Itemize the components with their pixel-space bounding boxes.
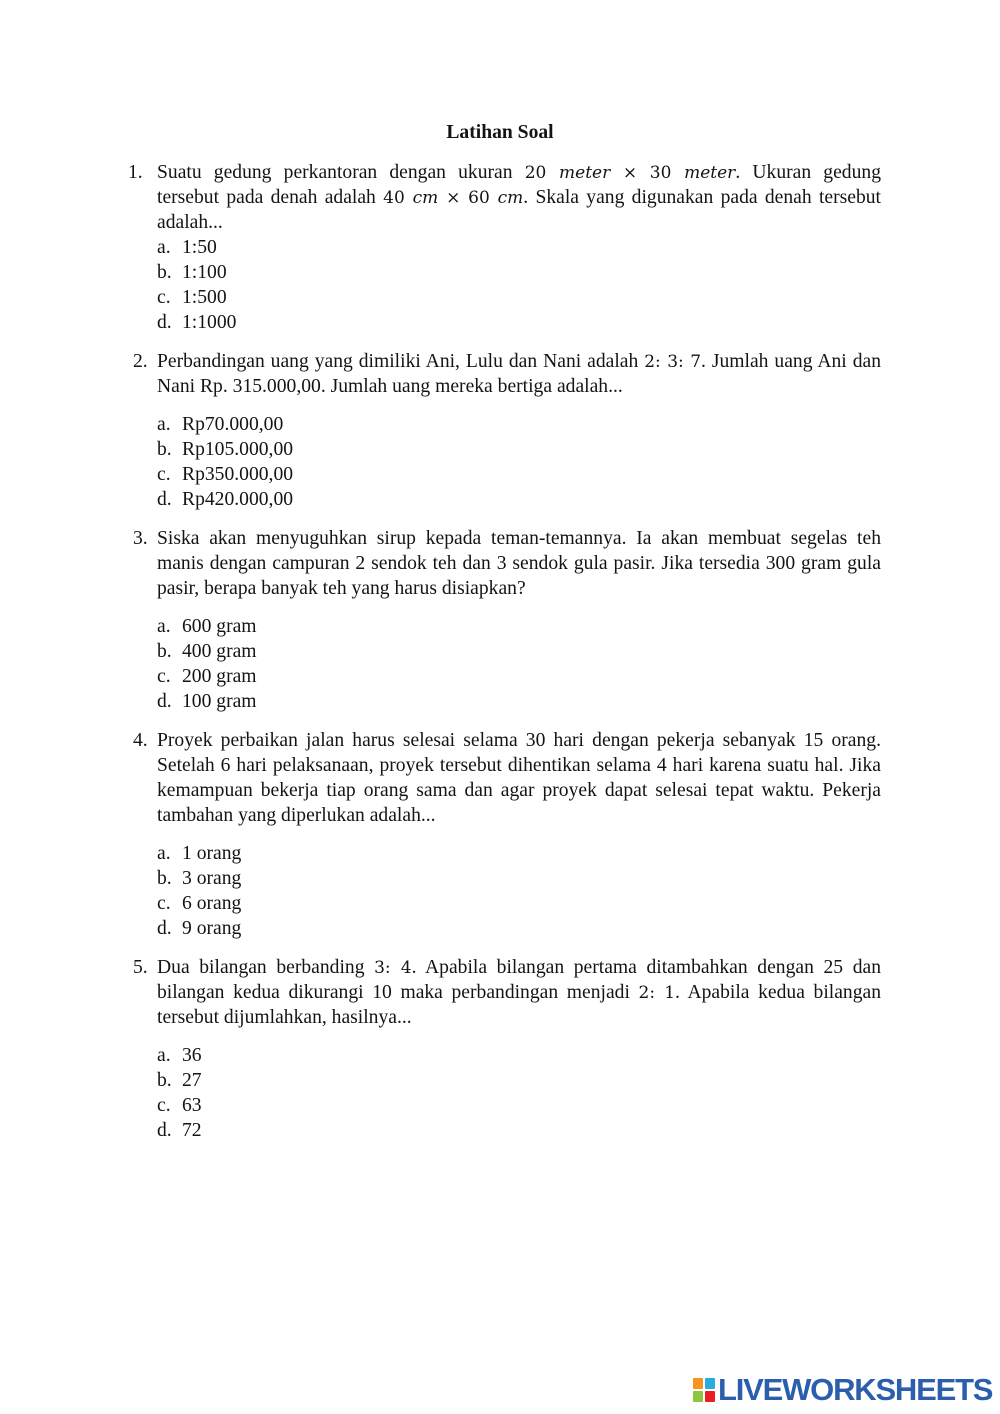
text-segment: kemampuan bekerja tiap orang sama dan agar proyek dapat selesai tepat waktu. Pekerja xyxy=(157,780,881,801)
math-unit: meter xyxy=(559,163,611,183)
math-ratio: 2: 3: 7 xyxy=(644,352,702,372)
option-letter: a. xyxy=(157,616,171,637)
option-a xyxy=(157,614,1000,639)
math-ratio: 2: 1 xyxy=(638,983,676,1003)
question-text xyxy=(157,160,881,235)
option-letter: d. xyxy=(157,489,172,510)
option-b xyxy=(157,437,1000,462)
text-segment: . Ukuran gedung xyxy=(735,162,881,183)
option-letter: b. xyxy=(157,868,172,889)
question-text xyxy=(157,526,881,601)
question-line xyxy=(157,374,881,399)
question-4 xyxy=(0,728,1000,941)
text-segment: Siska akan menyuguhkan sirup kepada teman-temannya. Ia akan membuat segelas teh xyxy=(157,528,881,549)
option-a xyxy=(157,412,1000,437)
page-title: Latihan Soal xyxy=(446,122,554,143)
option-text: Rp70.000,00 xyxy=(182,414,284,435)
text-segment: Suatu gedung perkantoran dengan ukuran xyxy=(157,162,525,183)
option-text: 200 gram xyxy=(182,666,257,687)
text-segment: tersebut dijumlahkan, hasilnya... xyxy=(157,1007,412,1028)
option-text: 6 orang xyxy=(182,893,242,914)
logo-text: LIVEWORKSHEETS xyxy=(718,1372,993,1407)
option-text: 1:1000 xyxy=(182,312,237,333)
logo-square-icon xyxy=(693,1378,703,1389)
answer-options xyxy=(157,614,1000,714)
question-number: 4. xyxy=(133,730,148,751)
option-d xyxy=(157,916,1000,941)
option-d xyxy=(157,1118,1000,1143)
option-letter: d. xyxy=(157,918,172,939)
text-segment: pasir, berapa banyak teh yang harus disiapkan? xyxy=(157,578,526,599)
question-text xyxy=(157,955,881,1030)
option-text: Rp350.000,00 xyxy=(182,464,294,485)
question-line xyxy=(157,160,881,185)
question-text xyxy=(157,349,881,399)
option-letter: d. xyxy=(157,691,172,712)
option-letter: c. xyxy=(157,666,171,687)
option-a xyxy=(157,1043,1000,1068)
text-segment: Proyek perbaikan jalan harus selesai selama 30 hari dengan pekerja sebanyak 15 orang. xyxy=(157,730,881,751)
option-letter: a. xyxy=(157,237,171,258)
text-segment: . Skala yang digunakan pada denah tersebut xyxy=(523,187,881,208)
question-line xyxy=(157,1005,881,1030)
answer-options xyxy=(157,412,1000,512)
option-letter: d. xyxy=(157,312,172,333)
liveworksheets-logo xyxy=(693,1374,992,1406)
text-segment: tambahan yang diperlukan adalah... xyxy=(157,805,436,826)
option-text: 100 gram xyxy=(182,691,257,712)
option-text: Rp105.000,00 xyxy=(182,439,294,460)
math-ratio: 3: 4 xyxy=(374,958,412,978)
option-text: 1:50 xyxy=(182,237,217,258)
question-2 xyxy=(0,349,1000,512)
question-line xyxy=(157,210,881,235)
option-text: 1 orang xyxy=(182,843,242,864)
option-b xyxy=(157,866,1000,891)
question-line xyxy=(157,576,881,601)
math-unit: cm xyxy=(497,188,524,208)
option-letter: c. xyxy=(157,1095,171,1116)
option-c xyxy=(157,462,1000,487)
option-letter: c. xyxy=(157,893,171,914)
option-letter: c. xyxy=(157,464,171,485)
text-segment: adalah... xyxy=(157,212,223,233)
question-line xyxy=(157,526,881,551)
question-number: 3. xyxy=(133,528,148,549)
option-text: 1:500 xyxy=(182,287,227,308)
math-unit: cm xyxy=(412,188,439,208)
option-a xyxy=(157,841,1000,866)
logo-square-icon xyxy=(705,1391,715,1402)
option-letter: b. xyxy=(157,262,172,283)
answer-options xyxy=(157,235,1000,335)
logo-square-icon xyxy=(693,1391,703,1402)
question-3 xyxy=(0,526,1000,714)
option-letter: a. xyxy=(157,414,171,435)
question-1 xyxy=(0,160,1000,335)
text-segment: . Jumlah uang Ani dan xyxy=(701,351,881,372)
option-letter: b. xyxy=(157,641,172,662)
option-text: 1:100 xyxy=(182,262,227,283)
option-letter: a. xyxy=(157,1045,171,1066)
question-line xyxy=(157,185,881,210)
option-c xyxy=(157,1093,1000,1118)
option-c xyxy=(157,891,1000,916)
option-letter: d. xyxy=(157,1120,172,1141)
question-text xyxy=(157,728,881,828)
option-letter: b. xyxy=(157,439,172,460)
math-number: 40 xyxy=(383,188,413,208)
question-line xyxy=(157,980,881,1005)
option-d xyxy=(157,689,1000,714)
option-text: 63 xyxy=(182,1095,202,1116)
question-5 xyxy=(0,955,1000,1143)
math-unit: meter xyxy=(684,163,736,183)
question-line xyxy=(157,753,881,778)
question-line xyxy=(157,551,881,576)
option-letter: b. xyxy=(157,1070,172,1091)
question-line xyxy=(157,803,881,828)
option-text: 400 gram xyxy=(182,641,257,662)
option-b xyxy=(157,1068,1000,1093)
option-text: 3 orang xyxy=(182,868,242,889)
answer-options xyxy=(157,1043,1000,1143)
option-text: Rp420.000,00 xyxy=(182,489,294,510)
option-a xyxy=(157,235,1000,260)
option-d xyxy=(157,487,1000,512)
question-line xyxy=(157,778,881,803)
option-text: 600 gram xyxy=(182,616,257,637)
text-segment: Perbandingan uang yang dimiliki Ani, Lulu dan Nani adalah xyxy=(157,351,645,372)
option-letter: a. xyxy=(157,843,171,864)
option-letter: c. xyxy=(157,287,171,308)
option-d xyxy=(157,310,1000,335)
option-b xyxy=(157,260,1000,285)
option-text: 9 orang xyxy=(182,918,242,939)
question-line xyxy=(157,349,881,374)
option-c xyxy=(157,285,1000,310)
text-segment: . Apabila bilangan pertama ditambahkan dengan 25 dan xyxy=(411,957,881,978)
math-number: 20 xyxy=(524,163,560,183)
text-segment: Nani Rp. 315.000,00. Jumlah uang mereka bertiga adalah... xyxy=(157,376,623,397)
question-number: 5. xyxy=(133,957,148,978)
text-segment: Dua bilangan berbanding xyxy=(157,957,375,978)
option-text: 36 xyxy=(182,1045,202,1066)
question-line xyxy=(157,728,881,753)
option-text: 72 xyxy=(182,1120,202,1141)
option-b xyxy=(157,639,1000,664)
text-segment: . Apabila kedua bilangan xyxy=(675,982,881,1003)
question-number: 2. xyxy=(133,351,148,372)
question-line xyxy=(157,955,881,980)
option-text: 27 xyxy=(182,1070,202,1091)
text-segment: Setelah 6 hari pelaksanaan, proyek tersebut dihentikan selama 4 hari karena suatu hal. Jika xyxy=(157,755,881,776)
logo-square-icon xyxy=(705,1378,715,1389)
liveworksheets-logo-icon xyxy=(693,1378,715,1402)
option-c xyxy=(157,664,1000,689)
answer-options xyxy=(157,841,1000,941)
question-number: 1. xyxy=(128,162,143,183)
text-segment: tersebut pada denah adalah xyxy=(157,187,384,208)
text-segment: manis dengan campuran 2 sendok teh dan 3 sendok gula pasir. Jika tersedia 300 gram gula xyxy=(157,553,881,574)
text-segment: bilangan kedua dikurangi 10 maka perbandingan menjadi xyxy=(157,982,639,1003)
math-operator: × 30 xyxy=(610,163,685,183)
math-operator: × 60 xyxy=(438,188,498,208)
